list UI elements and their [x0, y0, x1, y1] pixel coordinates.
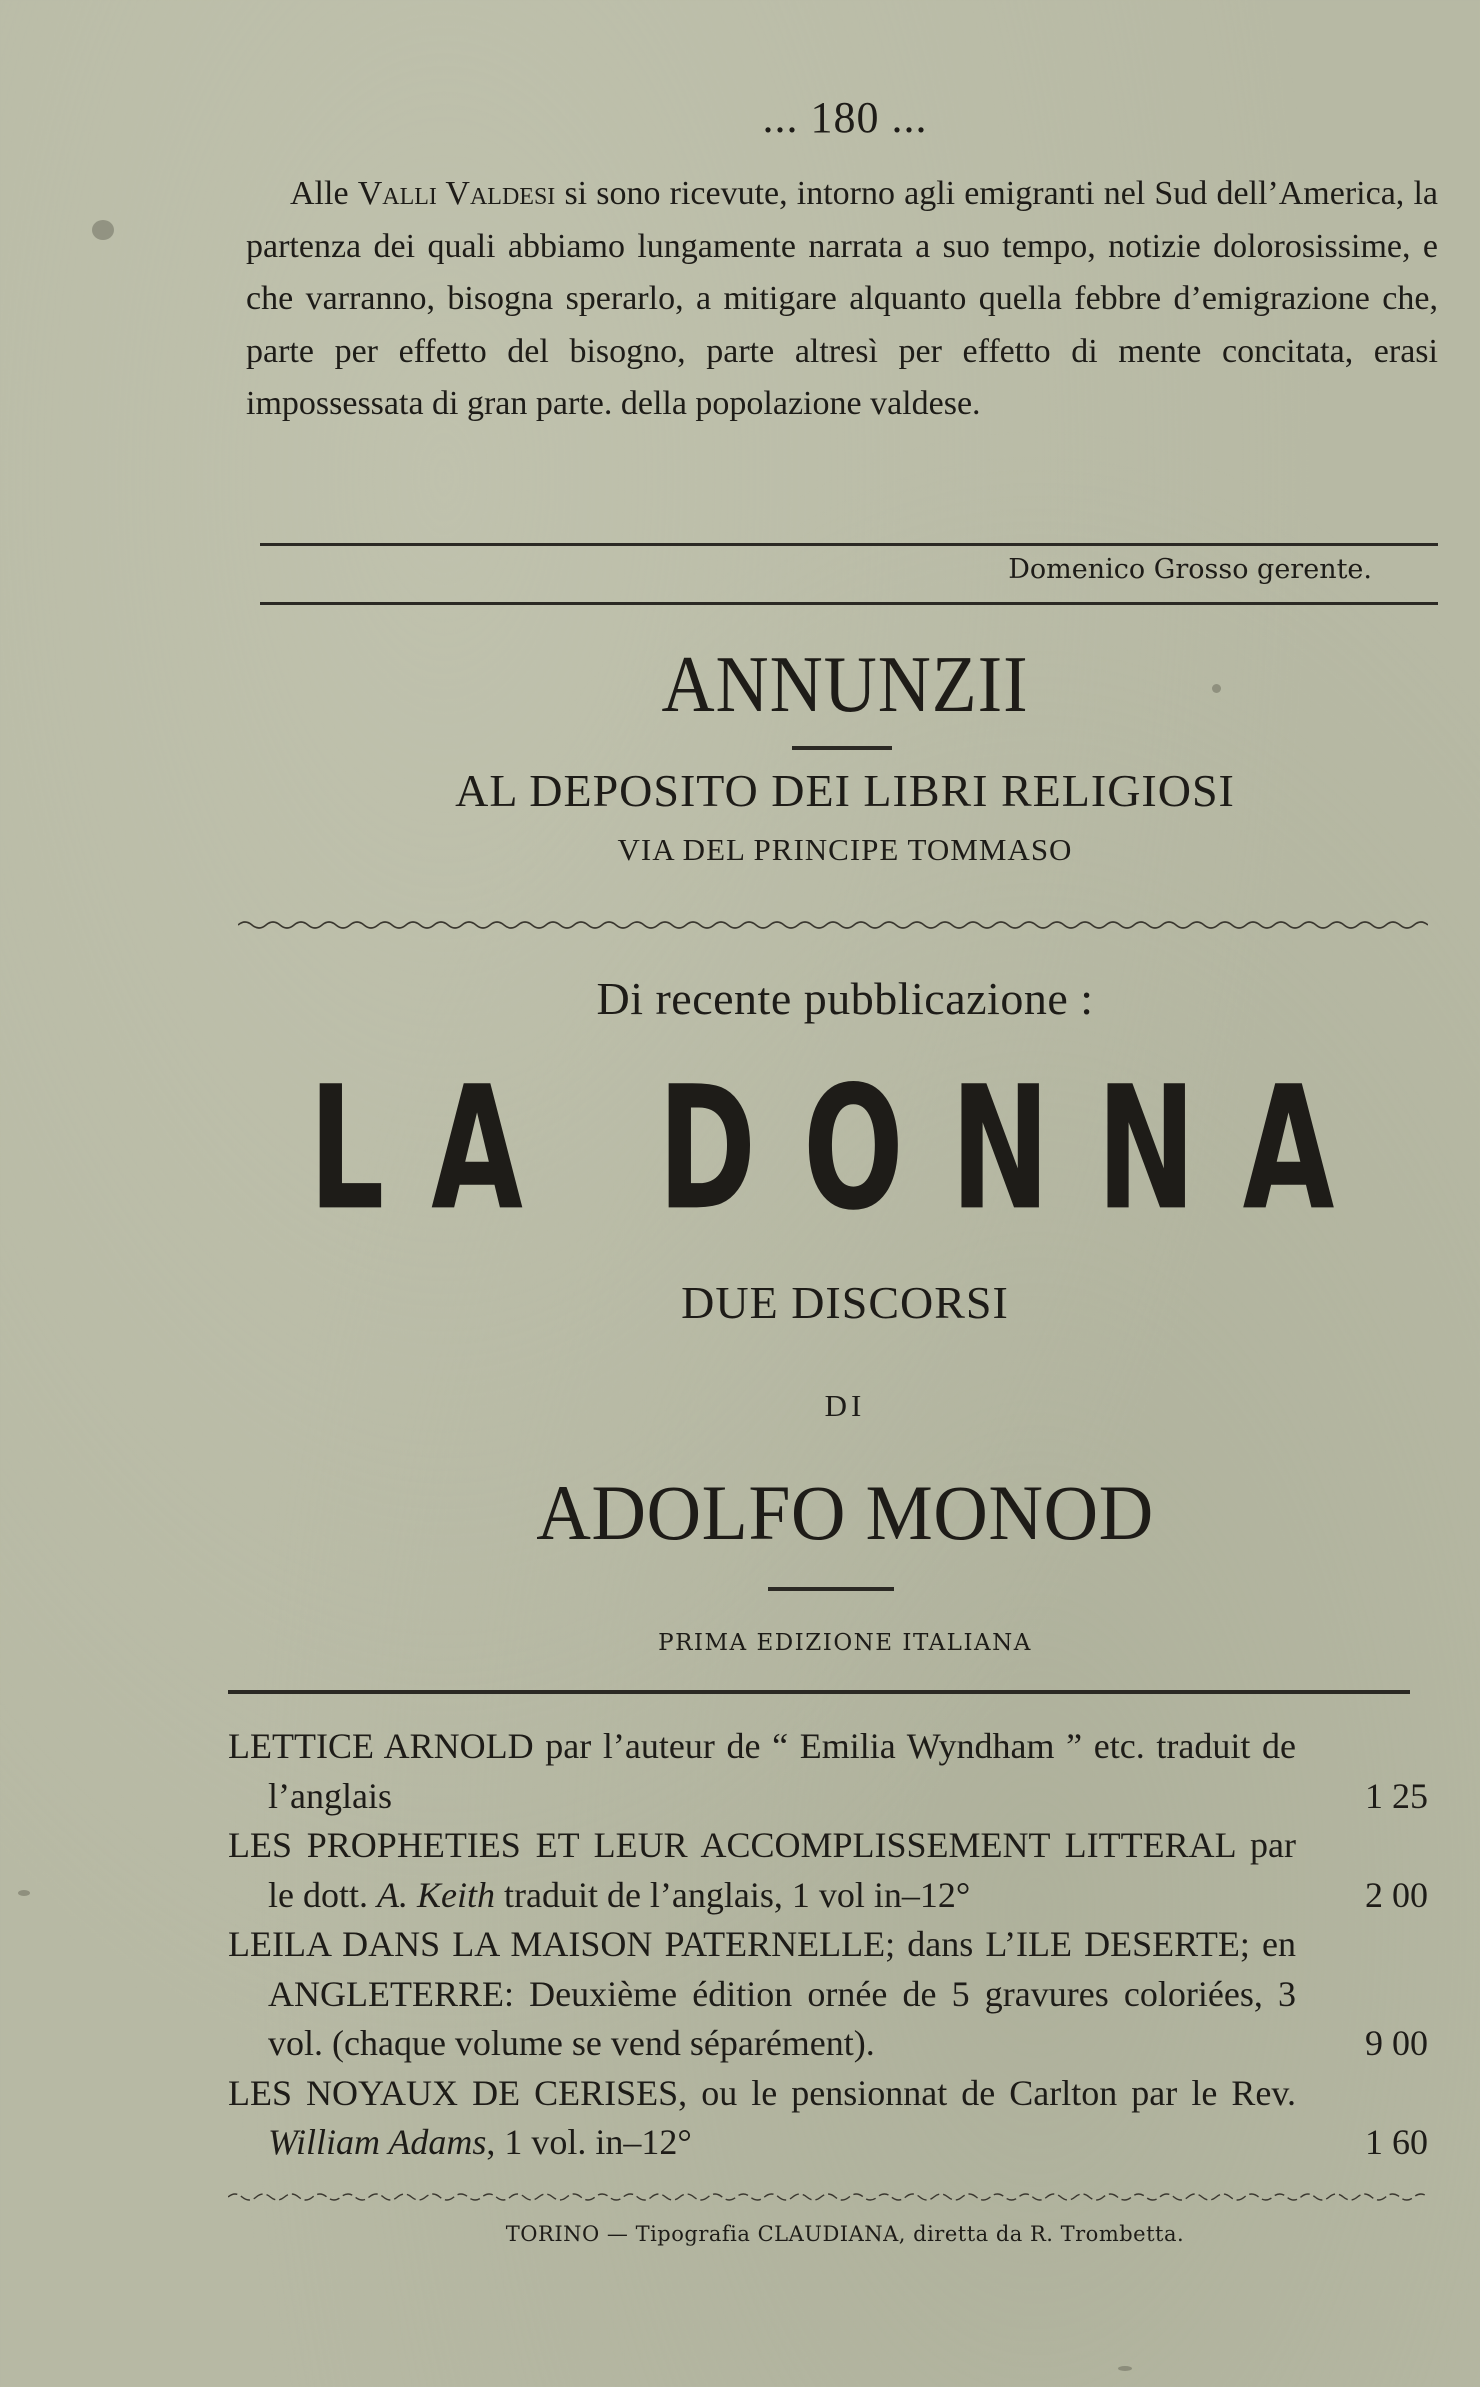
intro-lead: Alle: [290, 175, 358, 212]
intro-body: si sono ricevute, intorno agli emigranti nel Sud dell’America, la partenza dei quali abbiamo lungamente narrata a suo tempo, notizie dolorosissime, e che varranno, bisogna sperarlo, a mitigare alquanto quella febbre d’emigrazione che, parte per effetto del bisogno, parte altresì per effetto di mente concitata, erasi impossessata di gran parte. della popolazione valdese.: [246, 175, 1438, 422]
book-text: traduit de l’anglais, 1 vol in–12°: [494, 1874, 971, 1915]
book-text: LES PROPHETIES ET LEUR ACCOMPLISSEMENT LITTERAL par le dott.: [228, 1825, 1296, 1915]
books-top-rule: [228, 1690, 1410, 1694]
intro-paragraph: [246, 168, 1438, 431]
book-author-italic: William Adams: [268, 2122, 487, 2162]
intro-valli-valdesi: Valli Valdesi: [357, 175, 556, 212]
deposit-address: VIA DEL PRINCIPE TOMMASO: [617, 832, 1073, 867]
heading-short-rule: [792, 746, 892, 750]
signature-top-rule: [260, 543, 1438, 546]
author-short-rule: [768, 1587, 894, 1591]
wavy-divider-bottom: [228, 2190, 1428, 2204]
book-entry: [228, 1920, 1428, 2069]
featured-author: ADOLFO MONOD: [536, 1469, 1154, 1556]
featured-by: DI: [824, 1388, 866, 1423]
wavy-divider-top: [238, 918, 1428, 932]
book-entry: [228, 1722, 1428, 1821]
recent-publication-label: Di recente pubblicazione :: [596, 973, 1094, 1024]
signature-name: Domenico Grosso: [1008, 554, 1249, 585]
book-entry: [228, 2069, 1428, 2168]
paper-speck: [1118, 2366, 1132, 2371]
paper-speck: [92, 220, 114, 240]
book-text: LES NOYAUX DE CERISES, ou le pensionnat de Carlton par le Rev.: [228, 2072, 1296, 2113]
book-entry: [228, 1821, 1428, 1920]
book-text: , 1 vol. in–12°: [486, 2122, 692, 2162]
signature: [1008, 554, 1372, 585]
featured-subtitle: DUE DISCORSI: [681, 1277, 1009, 1328]
book-price: 1 60: [1365, 2122, 1428, 2162]
book-author-italic: A. Keith: [376, 1874, 495, 1915]
book-price: 1 25: [1365, 1775, 1428, 1816]
book-text: LETTICE ARNOLD par l’auteur de “ Emilia Wyndham ” etc. traduit de l’anglais: [228, 1726, 1296, 1816]
page-number: ... 180 ...: [762, 93, 928, 142]
book-list: [228, 1722, 1428, 2168]
featured-edition: PRIMA EDIZIONE ITALIANA: [658, 1630, 1032, 1656]
book-text: LEILA DANS LA MAISON PATERNELLE; dans L’ILE DESERTE; en ANGLETERRE: Deuxième édition ornée de 5 gravures coloriées, 3 vol. (chaque volume se vend séparément).: [228, 1924, 1296, 2063]
paper-speck: [1212, 684, 1221, 693]
announcements-heading: ANNUNZII: [661, 641, 1029, 729]
printer-footer: TORINO — Tipografia CLAUDIANA, diretta da R. Trombetta.: [505, 2222, 1185, 2246]
signature-bottom-rule: [260, 602, 1438, 605]
signature-role: gerente.: [1257, 554, 1372, 585]
deposit-name: AL DEPOSITO DEI LIBRI RELIGIOSI: [455, 765, 1235, 816]
book-price: 2 00: [1365, 1874, 1428, 1915]
book-price: 9 00: [1365, 2023, 1428, 2063]
paper-speck: [18, 1890, 30, 1896]
featured-title: LA DONNA: [308, 1049, 1382, 1248]
